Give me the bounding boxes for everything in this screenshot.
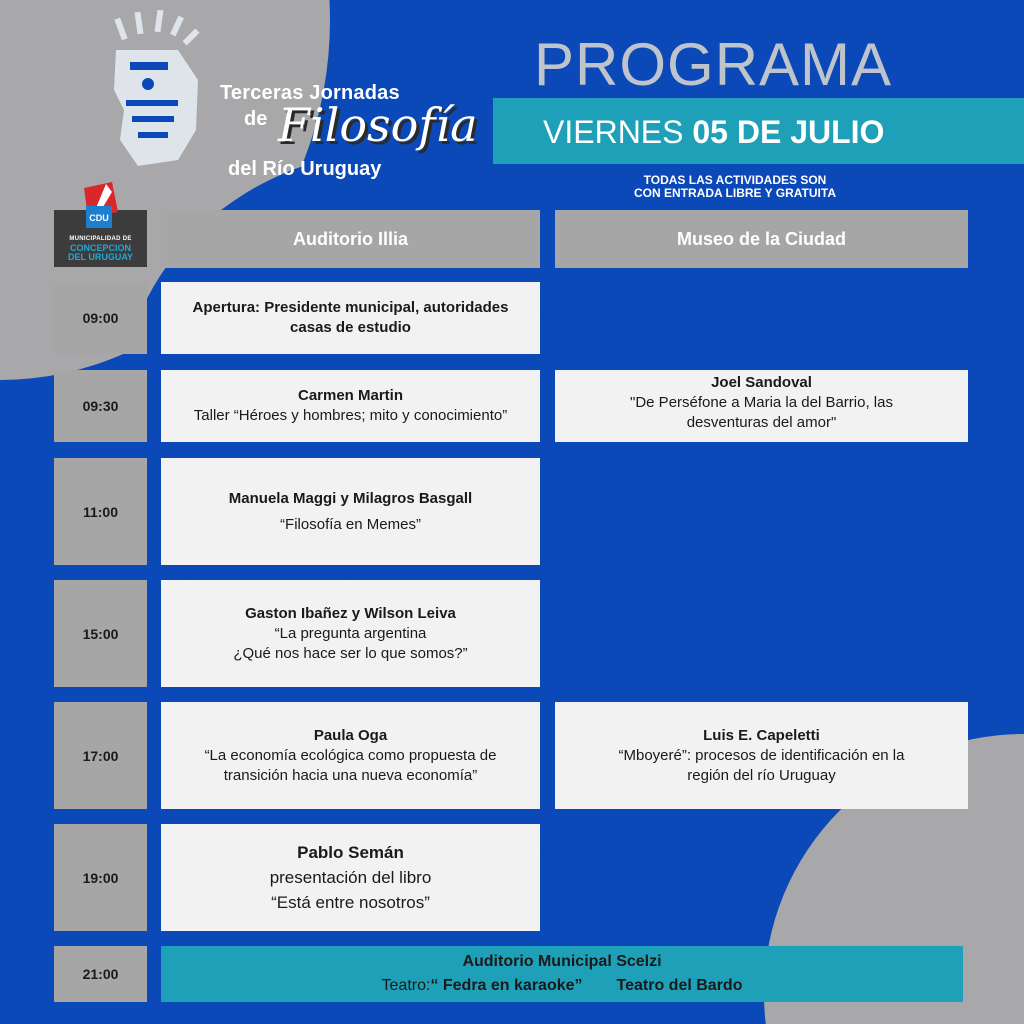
municipality-logo — [54, 210, 147, 267]
time-slot: 15:00 — [54, 580, 147, 687]
municipality-emblem-icon — [82, 182, 120, 232]
session-cell: Pablo Semán presentación del libro “Está entre nosotros” — [161, 824, 540, 931]
event-title-line4: del Río Uruguay — [228, 158, 382, 180]
column-header-museo: Museo de la Ciudad — [555, 210, 968, 268]
closing-event-banner — [161, 946, 963, 1002]
time-slot: 17:00 — [54, 702, 147, 809]
closing-venue: Auditorio Municipal Scelzi — [462, 953, 662, 970]
date-day: VIERNES — [543, 114, 684, 150]
date-banner — [493, 98, 1024, 164]
free-entry-note: TODAS LAS ACTIVIDADES SON CON ENTRADA LIBRE Y GRATUITA — [633, 173, 836, 200]
page-title: PROGRAMA — [534, 31, 893, 98]
event-title — [220, 82, 478, 180]
municipality-badge-text: CDU — [89, 213, 109, 223]
time-slot: 09:00 — [54, 282, 147, 354]
session-cell: Manuela Maggi y Milagros Basgall “Filosofía en Memes” — [161, 458, 540, 565]
time-slot: 19:00 — [54, 824, 147, 931]
session-cell: Luis E. Capeletti “Mboyeré”: procesos de identificación en la región del río Uruguay — [555, 702, 968, 809]
time-slot: 09:30 — [54, 370, 147, 442]
municipality-label: MUNICIPALIDAD DE — [69, 236, 132, 242]
session-cell: Gaston Ibañez y Wilson Leiva “La pregunta argentina ¿Qué nos hace ser lo que somos?” — [161, 580, 540, 687]
date-value: 05 DE JULIO — [692, 114, 885, 150]
event-title-filosofia: Filosofía — [278, 98, 478, 152]
session-cell: Apertura: Presidente municipal, autoridades casas de estudio — [161, 282, 540, 354]
philosopher-logo-icon — [108, 10, 208, 170]
session-cell: Paula Oga “La economía ecológica como propuesta de transición hacia una nueva economía” — [161, 702, 540, 809]
municipality-name: CONCEPCION DEL URUGUAY — [67, 243, 133, 262]
session-cell: Carmen Martin Taller “Héroes y hombres; mito y conocimiento” — [161, 370, 540, 442]
event-title-line1: Terceras Jornadas — [220, 82, 400, 104]
event-title-line2: de — [244, 108, 268, 130]
column-header-auditorio: Auditorio Illia — [161, 210, 540, 268]
closing-details: Teatro:“ Fedra en karaoke” Teatro del Bardo — [381, 977, 743, 994]
session-cell: Joel Sandoval "De Perséfone a Maria la del Barrio, las desventuras del amor" — [555, 370, 968, 442]
time-slot: 21:00 — [54, 946, 147, 1002]
time-slot: 11:00 — [54, 458, 147, 565]
